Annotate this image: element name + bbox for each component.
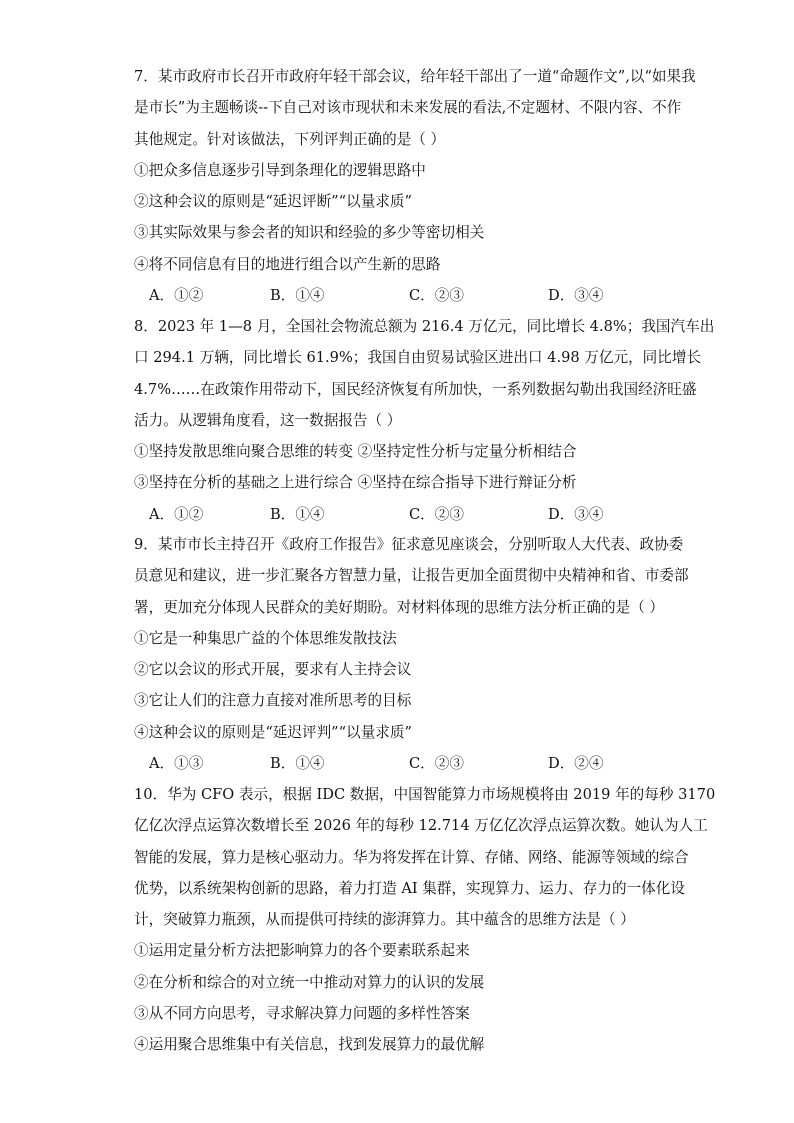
question-stem-line: 口 294.1 万辆，同比增长 61.9%；我国自由贸易试验区进出口 4.98 万亿元，同比增长 <box>134 349 702 367</box>
question-stem-line: 其他规定。针对该做法，下列评判正确的是（ ） <box>134 130 446 148</box>
option-a: A．①② <box>149 287 204 305</box>
question-stem-line: 员意见和建议，进一步汇聚各方智慧力量，让报告更加全面贯彻中央精神和省、市委部 <box>134 567 689 585</box>
statement-item: ④将不同信息有目的地进行组合以产生新的思路 <box>134 255 441 273</box>
option-c: C．②③ <box>409 505 464 523</box>
answer-options <box>134 280 664 311</box>
question-stem-line: 是市长”为主题畅谈--下自己对该市现状和未来发展的看法,不定题材、不限内容、不作 <box>134 99 682 117</box>
answer-options <box>134 748 664 779</box>
statement-item: ④运用聚合思维集中有关信息，找到发展算力的最优解 <box>134 1036 485 1054</box>
question-9 <box>134 529 689 779</box>
question-stem-line: 署，更加充分体现人民群众的美好期盼。对材料体现的思维方法分析正确的是（ ） <box>134 598 665 616</box>
statement-item: ④这种会议的原则是“延迟评判”“以量求质” <box>134 723 412 741</box>
option-a: A．①② <box>149 505 204 523</box>
statement-item: ③从不同方向思考，寻求解决算力问题的多样性答案 <box>134 1005 470 1023</box>
statement-item: ①坚持发散思维向聚合思维的转变 ②坚持定性分析与定量分析相结合 <box>134 443 577 461</box>
option-d: D．②④ <box>548 755 604 773</box>
answer-options <box>134 499 664 530</box>
statement-item: ①把众多信息逐步引导到条理化的逻辑思路中 <box>134 161 426 179</box>
question-stem-line: 智能的发展，算力是核心驱动力。华为将发挥在计算、存储、网络、能源等领域的综合 <box>134 848 689 866</box>
question-stem-line: 亿亿次浮点运算次数增长至 2026 年的每秒 12.714 万亿亿次浮点运算次数。她认为人工 <box>134 817 708 835</box>
option-d: D．③④ <box>548 287 604 305</box>
question-10 <box>134 779 716 1061</box>
statement-item: ①运用定量分析方法把影响算力的各个要素联系起来 <box>134 942 470 960</box>
question-stem-line: 10．华为 CFO 表示，根据 IDC 数据，中国智能算力市场规模将由 2019 年的每秒 3170 <box>134 786 716 803</box>
statement-item: ②在分析和综合的对立统一中推动对算力的认识的发展 <box>134 973 485 991</box>
option-c: C．②③ <box>409 287 464 305</box>
question-stem-line: 9．某市市长主持召开《政府工作报告》征求意见座谈会，分别听取人大代表、政协委 <box>134 536 684 553</box>
option-b: B．①④ <box>270 755 325 773</box>
option-a: A．①③ <box>149 755 204 773</box>
statement-item: ①它是一种集思广益的个体思维发散技法 <box>134 629 397 647</box>
statement-item: ③坚持在分析的基础之上进行综合 ④坚持在综合指导下进行辩证分析 <box>134 474 577 492</box>
question-stem-line: 优势，以系统架构创新的思路，着力打造 AI 集群，实现算力、运力、存力的一体化设 <box>134 879 685 897</box>
option-c: C．②③ <box>409 755 464 773</box>
question-stem-line: 活力。从逻辑角度看，这一数据报告（ ） <box>134 411 402 429</box>
question-stem-line: 计，突破算力瓶颈，从而提供可持续的澎湃算力。其中蕴含的思维方法是（ ） <box>134 911 635 929</box>
statement-item: ③它让人们的注意力直接对准所思考的目标 <box>134 692 412 710</box>
statement-item: ③其实际效果与参会者的知识和经验的多少等密切相关 <box>134 224 485 242</box>
option-b: B．①④ <box>270 505 325 523</box>
question-stem-line: 4.7%……在政策作用带动下，国民经济恢复有所加快，一系列数据勾勒出我国经济旺盛 <box>134 380 697 398</box>
statement-item: ②它以会议的形式开展，要求有人主持会议 <box>134 661 412 679</box>
question-stem-line: 7．某市政府市长召开市政府年轻干部会议，给年轻干部出了一道“命题作文”,以“如果我 <box>134 68 696 85</box>
question-8 <box>134 311 715 530</box>
option-d: D．③④ <box>548 505 604 523</box>
question-stem-line: 8．2023 年 1—8 月，全国社会物流总额为 216.4 万亿元，同比增长 4.8%；我国汽车出 <box>134 318 715 335</box>
statement-item: ②这种会议的原则是“延迟评断”“以量求质” <box>134 193 412 211</box>
question-7 <box>134 61 696 311</box>
option-b: B．①④ <box>270 287 325 305</box>
